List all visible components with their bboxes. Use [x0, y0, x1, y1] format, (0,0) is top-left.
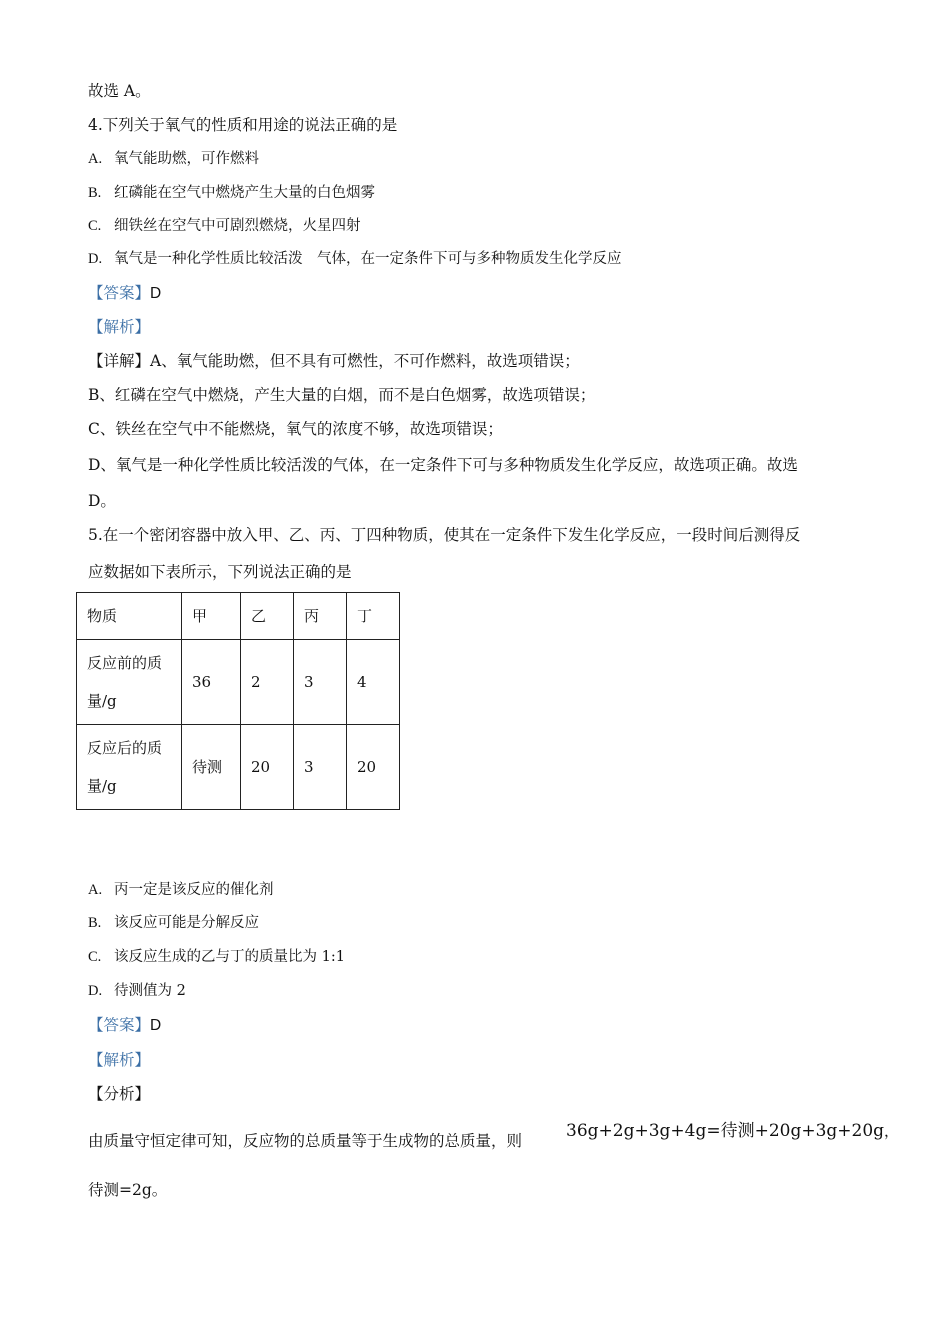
table-cell: 待测 — [182, 725, 241, 810]
q4-analysis-tag: 【解析】 — [88, 318, 151, 336]
q4-option-b-key: B. — [88, 185, 102, 201]
q5-option-d — [88, 981, 186, 1001]
q4-option-c-key: C. — [88, 218, 102, 234]
q4-answer-tag: 【答案】 — [88, 284, 151, 302]
table-cell: 3 — [294, 725, 347, 810]
q4-option-c-text: 细铁丝在空气中可剧烈燃烧，火星四射 — [114, 218, 361, 234]
q4-option-a — [88, 149, 259, 169]
q4-option-d-key: D. — [88, 251, 103, 267]
q4-option-b-text: 红磷能在空气中燃烧产生大量的白色烟雾 — [114, 185, 375, 201]
q5-option-a — [88, 880, 274, 900]
q5-option-a-text: 丙一定是该反应的催化剂 — [114, 882, 274, 898]
q4-option-d — [88, 249, 622, 269]
table-header-cell: 物质 — [77, 593, 182, 640]
table-row — [77, 640, 400, 725]
mass-conservation-equation — [566, 1116, 899, 1141]
table-row-label — [77, 725, 182, 810]
previous-conclusion: 故选 A。 — [88, 82, 151, 100]
q4-option-a-text: 氧气能助燃，可作燃料 — [114, 151, 259, 167]
row-label-line-1: 反应前的质 — [87, 654, 163, 672]
q5-fenxi-text: 由质量守恒定律可知，反应物的总质量等于生成物的总质量，则 — [88, 1132, 523, 1150]
q5-option-d-text: 待测值为 2 — [114, 983, 186, 999]
table-header-cell: 丙 — [294, 593, 347, 640]
q5-option-b-key: B. — [88, 915, 102, 931]
q5-fenxi-tag: 【分析】 — [88, 1085, 151, 1103]
q5-answer — [88, 1015, 161, 1036]
q5-answer-tag: 【答案】 — [88, 1016, 151, 1034]
q5-option-c-key: C. — [88, 949, 102, 965]
q4-option-a-key: A. — [88, 151, 103, 167]
q4-detail-line-3: C、铁丝在空气中不能燃烧，氧气的浓度不够，故选项错误； — [88, 420, 503, 438]
q4-answer-value: D — [150, 285, 162, 302]
table-header-cell: 丁 — [347, 593, 400, 640]
q4-detail-line-4: D、氧气是一种化学性质比较活泼的气体，在一定条件下可与多种物质发生化学反应，故选项正确。故选 — [88, 456, 798, 474]
table-cell: 20 — [241, 725, 294, 810]
row-label-line-2: 量/g — [87, 777, 117, 795]
q5-option-b-text: 该反应可能是分解反应 — [114, 915, 259, 931]
q5-option-c — [88, 947, 345, 967]
table-cell: 4 — [347, 640, 400, 725]
equation-text: 36g+2g+3g+4g=待测+20g+3g+20g — [566, 1121, 885, 1141]
question-5-stem-1: 5.在一个密闭容器中放入甲、乙、丙、丁四种物质，使其在一定条件下发生化学反应，一段时间后测得反 — [88, 526, 801, 544]
reaction-data-table — [76, 592, 400, 810]
q5-analysis-tag: 【解析】 — [88, 1051, 151, 1069]
q4-option-c — [88, 216, 361, 236]
table-header-cell: 甲 — [182, 593, 241, 640]
table-cell: 2 — [241, 640, 294, 725]
q4-detail-line-5: D。 — [88, 492, 116, 510]
q4-answer — [88, 283, 161, 304]
q5-option-c-text: 该反应生成的乙与丁的质量比为 1:1 — [114, 949, 345, 965]
equation-tail: ， — [884, 1122, 900, 1140]
row-label-line-1: 反应后的质 — [87, 739, 163, 757]
q5-option-d-key: D. — [88, 983, 103, 999]
row-label-line-2: 量/g — [87, 692, 117, 710]
q5-option-a-key: A. — [88, 882, 103, 898]
q4-detail-text-a: A、氧气能助燃，但不具有可燃性，不可作燃料，故选项错误； — [150, 352, 580, 370]
table-cell: 36 — [182, 640, 241, 725]
table-row — [77, 725, 400, 810]
table-row-label — [77, 640, 182, 725]
table-header-row — [77, 593, 400, 640]
q5-option-b — [88, 913, 259, 933]
q4-detail-line-2: B、红磷在空气中燃烧，产生大量的白烟，而不是白色烟雾，故选项错误； — [88, 386, 596, 404]
q4-option-b — [88, 183, 375, 203]
table-header-cell: 乙 — [241, 593, 294, 640]
q5-answer-value: D — [150, 1017, 162, 1034]
question-5-stem-2: 应数据如下表所示，下列说法正确的是 — [88, 563, 352, 581]
q5-result: 待测=2g。 — [88, 1181, 168, 1199]
q4-detail-tag: 【详解】 — [88, 352, 151, 370]
q4-option-d-text: 氧气是一种化学性质比较活泼 气体，在一定条件下可与多种物质发生化学反应 — [114, 251, 622, 267]
q4-detail-line-1 — [88, 351, 580, 371]
table-cell: 3 — [294, 640, 347, 725]
table-cell: 20 — [347, 725, 400, 810]
question-4-stem: 4.下列关于氧气的性质和用途的说法正确的是 — [88, 116, 398, 134]
